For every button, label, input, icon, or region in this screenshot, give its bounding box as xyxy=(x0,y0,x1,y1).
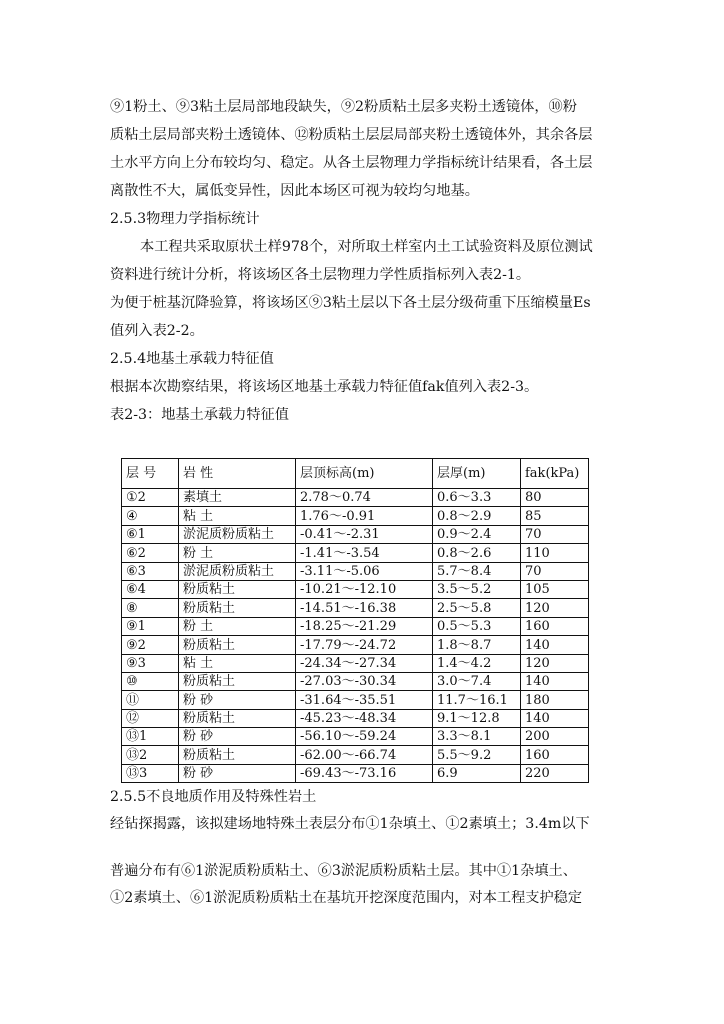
cell-fak: 120 xyxy=(521,599,589,617)
table-row xyxy=(122,709,589,727)
cell-lithology: 粉 土 xyxy=(179,544,296,562)
table-caption: 表2-3：地基土承载力特征值 xyxy=(110,407,289,423)
cell-thickness: 0.8～2.6 xyxy=(433,544,521,562)
table-row xyxy=(122,617,589,635)
cell-fak: 160 xyxy=(521,617,589,635)
header-thickness: 层厚(m) xyxy=(433,459,521,489)
cell-thickness: 0.5～5.3 xyxy=(433,617,521,635)
cell-top-elevation: -69.43～-73.16 xyxy=(296,764,433,782)
paragraph-1-line-2: 质粘土层局部夹粉土透镜体、⑫粉质粘土层层局部夹粉土透镜体外，其余各层 xyxy=(110,127,593,143)
table-body xyxy=(122,459,589,783)
cell-top-elevation: -62.00～-66.74 xyxy=(296,746,433,764)
paragraph-1-line-4: 离散性不大，属低变异性，因此本场区可视为较均匀地基。 xyxy=(110,183,479,199)
table-row xyxy=(122,672,589,690)
cell-top-elevation: -18.25～-21.29 xyxy=(296,617,433,635)
table-row xyxy=(122,562,589,580)
cell-thickness: 0.8～2.9 xyxy=(433,507,521,525)
table-row xyxy=(122,525,589,543)
cell-lithology: 粘 土 xyxy=(179,507,296,525)
table-row xyxy=(122,746,589,764)
cell-thickness: 9.1～12.8 xyxy=(433,709,521,727)
cell-layer-no: ⑧ xyxy=(122,599,179,617)
cell-layer-no: ⑨1 xyxy=(122,617,179,635)
cell-top-elevation: -0.41～-2.31 xyxy=(296,525,433,543)
cell-top-elevation: -3.11～-5.06 xyxy=(296,562,433,580)
cell-layer-no: ⑪ xyxy=(122,691,179,709)
paragraph-5-line-3: ①2素填土、⑥1淤泥质粉质粘土在基坑开挖深度范围内，对本工程支护稳定 xyxy=(110,890,583,906)
cell-fak: 120 xyxy=(521,654,589,672)
cell-lithology: 粉质粘土 xyxy=(179,746,296,764)
cell-top-elevation: -1.41～-3.54 xyxy=(296,544,433,562)
cell-layer-no: ⑬3 xyxy=(122,764,179,782)
section-heading-2-5-4: 2.5.4地基土承载力特征值 xyxy=(110,351,274,367)
table-row xyxy=(122,507,589,525)
cell-lithology: 淤泥质粉质粘土 xyxy=(179,525,296,543)
cell-fak: 70 xyxy=(521,525,589,543)
table-row xyxy=(122,654,589,672)
cell-layer-no: ⑨3 xyxy=(122,654,179,672)
cell-lithology: 粘 土 xyxy=(179,654,296,672)
cell-fak: 220 xyxy=(521,764,589,782)
table-row xyxy=(122,544,589,562)
cell-top-elevation: -27.03～-30.34 xyxy=(296,672,433,690)
cell-thickness: 3.5～5.2 xyxy=(433,580,521,598)
cell-thickness: 11.7～16.1 xyxy=(433,691,521,709)
paragraph-3-line-2: 值列入表2-2。 xyxy=(110,323,204,339)
header-lithology: 岩 性 xyxy=(179,459,296,489)
cell-layer-no: ⑫ xyxy=(122,709,179,727)
cell-layer-no: ⑥1 xyxy=(122,525,179,543)
cell-layer-no: ⑥3 xyxy=(122,562,179,580)
table-header-row xyxy=(122,459,589,489)
cell-fak: 80 xyxy=(521,489,589,507)
cell-top-elevation: -17.79～-24.72 xyxy=(296,636,433,654)
cell-thickness: 0.6～3.3 xyxy=(433,489,521,507)
cell-thickness: 2.5～5.8 xyxy=(433,599,521,617)
paragraph-5-line-1: 经钻探揭露，该拟建场地特殊土表层分布①1杂填土、①2素填土；3.4m以下 xyxy=(110,816,590,832)
cell-layer-no: ⑬2 xyxy=(122,746,179,764)
cell-fak: 160 xyxy=(521,746,589,764)
table-row xyxy=(122,599,589,617)
cell-layer-no: ⑬1 xyxy=(122,728,179,746)
paragraph-1-line-1: ⑨1粉土、⑨3粘土层局部地段缺失，⑨2粉质粘土层多夹粉土透镜体，⑩粉 xyxy=(110,99,577,115)
cell-thickness: 5.7～8.4 xyxy=(433,562,521,580)
cell-layer-no: ④ xyxy=(122,507,179,525)
cell-lithology: 粉质粘土 xyxy=(179,580,296,598)
cell-lithology: 粉质粘土 xyxy=(179,636,296,654)
cell-top-elevation: 1.76～-0.91 xyxy=(296,507,433,525)
cell-thickness: 6.9 xyxy=(433,764,521,782)
cell-top-elevation: -24.34～-27.34 xyxy=(296,654,433,672)
paragraph-2-line-2: 资料进行统计分析，将该场区各土层物理力学性质指标列入表2-1。 xyxy=(110,267,531,283)
cell-thickness: 1.4～4.2 xyxy=(433,654,521,672)
cell-fak: 180 xyxy=(521,691,589,709)
table-row xyxy=(122,489,589,507)
cell-layer-no: ⑩ xyxy=(122,672,179,690)
cell-thickness: 5.5～9.2 xyxy=(433,746,521,764)
cell-lithology: 粉质粘土 xyxy=(179,599,296,617)
cell-lithology: 淤泥质粉质粘土 xyxy=(179,562,296,580)
cell-lithology: 粉质粘土 xyxy=(179,672,296,690)
paragraph-5-line-2: 普遍分布有⑥1淤泥质粉质粘土、⑥3淤泥质粉质粘土层。其中①1杂填土、 xyxy=(110,863,577,879)
cell-fak: 85 xyxy=(521,507,589,525)
paragraph-3-line-1: 为便于桩基沉降验算，将该场区⑨3粘土层以下各土层分级荷重下压缩模量Es xyxy=(110,295,591,311)
cell-lithology: 粉 砂 xyxy=(179,691,296,709)
cell-top-elevation: 2.78～0.74 xyxy=(296,489,433,507)
cell-fak: 200 xyxy=(521,728,589,746)
cell-layer-no: ⑥4 xyxy=(122,580,179,598)
cell-fak: 140 xyxy=(521,672,589,690)
paragraph-2-line-1: 本工程共采取原状土样978个，对所取土样室内土工试验资料及原位测试 xyxy=(140,239,593,255)
cell-lithology: 粉质粘土 xyxy=(179,709,296,727)
cell-fak: 140 xyxy=(521,636,589,654)
table-row xyxy=(122,728,589,746)
cell-thickness: 0.9～2.4 xyxy=(433,525,521,543)
cell-top-elevation: -10.21～-12.10 xyxy=(296,580,433,598)
cell-fak: 140 xyxy=(521,709,589,727)
section-heading-2-5-5: 2.5.5不良地质作用及特殊性岩土 xyxy=(110,789,317,805)
header-fak: fak(kPa) xyxy=(521,459,589,489)
bearing-capacity-table xyxy=(121,458,589,783)
cell-lithology: 粉 砂 xyxy=(179,728,296,746)
cell-thickness: 3.0～7.4 xyxy=(433,672,521,690)
section-heading-2-5-3: 2.5.3物理力学指标统计 xyxy=(110,211,260,227)
cell-lithology: 粉 砂 xyxy=(179,764,296,782)
cell-lithology: 粉 土 xyxy=(179,617,296,635)
table-row xyxy=(122,764,589,782)
cell-thickness: 1.8～8.7 xyxy=(433,636,521,654)
cell-layer-no: ⑥2 xyxy=(122,544,179,562)
cell-lithology: 素填土 xyxy=(179,489,296,507)
cell-layer-no: ①2 xyxy=(122,489,179,507)
cell-fak: 70 xyxy=(521,562,589,580)
header-top-elevation: 层顶标高(m) xyxy=(296,459,433,489)
table-row xyxy=(122,691,589,709)
cell-top-elevation: -45.23～-48.34 xyxy=(296,709,433,727)
cell-top-elevation: -31.64～-35.51 xyxy=(296,691,433,709)
cell-layer-no: ⑨2 xyxy=(122,636,179,654)
cell-fak: 110 xyxy=(521,544,589,562)
cell-top-elevation: -56.10～-59.24 xyxy=(296,728,433,746)
cell-top-elevation: -14.51～-16.38 xyxy=(296,599,433,617)
table-row xyxy=(122,636,589,654)
cell-fak: 105 xyxy=(521,580,589,598)
paragraph-1-line-3: 土水平方向上分布较均匀、稳定。从各土层物理力学指标统计结果看，各土层 xyxy=(110,155,593,171)
paragraph-4-line-1: 根据本次勘察结果，将该场区地基土承载力特征值fak值列入表2-3。 xyxy=(110,379,539,395)
table-row xyxy=(122,580,589,598)
header-layer-no: 层 号 xyxy=(122,459,179,489)
cell-thickness: 3.3～8.1 xyxy=(433,728,521,746)
